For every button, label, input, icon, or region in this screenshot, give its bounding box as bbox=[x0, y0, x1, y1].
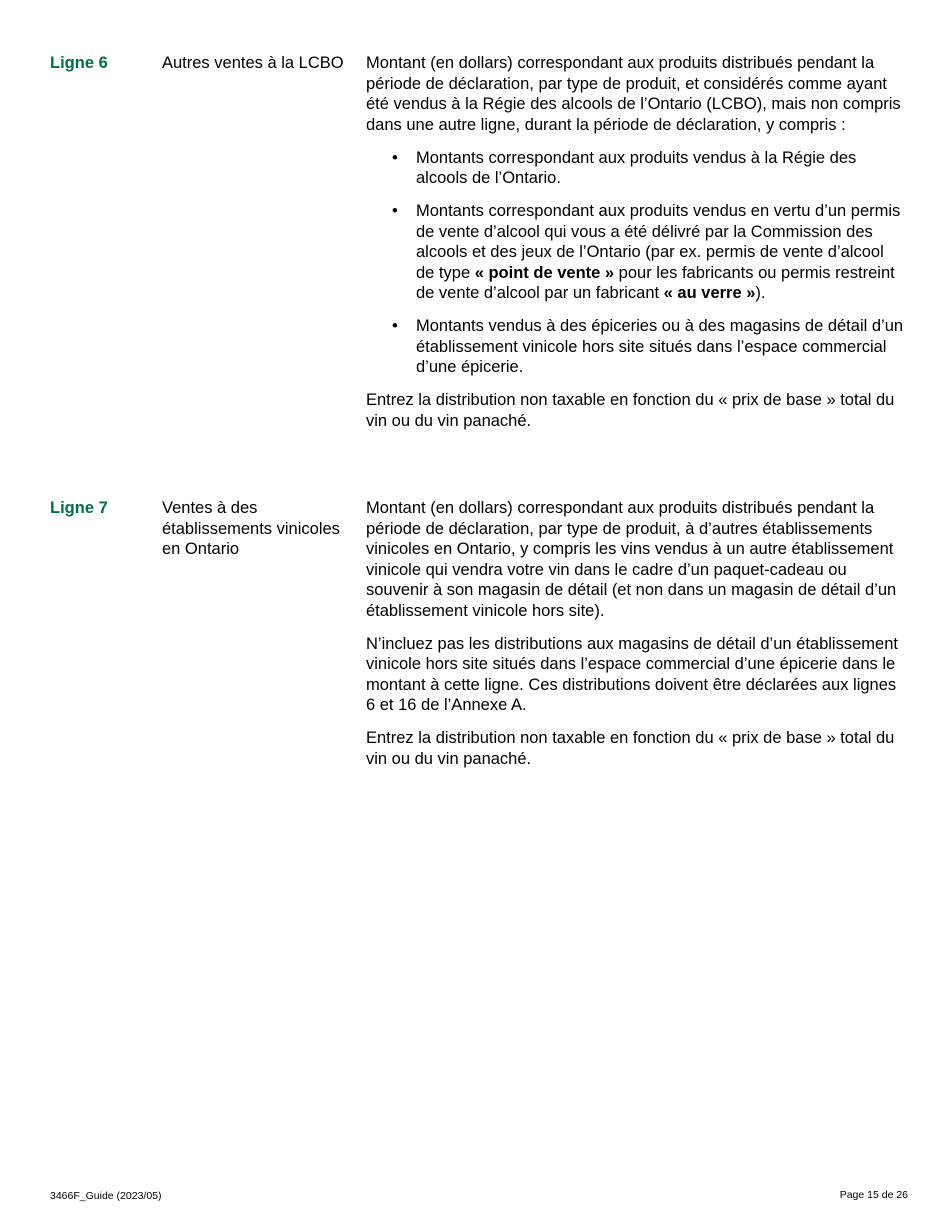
list-item bbox=[366, 316, 906, 378]
bullet-icon: • bbox=[392, 317, 398, 335]
line-7-label: Ligne 7 bbox=[50, 499, 108, 517]
bullet-text-segment: Montants correspondant aux produits vendus en vertu d’un permis de vente d’alcool qui vous a été délivré par la Commission des alcools et des jeux de l’Ontario (par ex. permis de vente d’alcool de type bbox=[416, 202, 901, 282]
line-7-paragraph-1: Montant (en dollars) correspondant aux produits distribués pendant la période de déclaration, par type de produit, à d’autres établissements vinicoles en Ontario, y compris les vins vendus à un autre établissement vinicole qui vendra votre vin dans le cadre d’un paquet-cadeau ou souvenir à son magasin de détail (et non dans un magasin de détail d’un établissement vinicole hors site). bbox=[366, 499, 897, 620]
line-6-title: Autres ventes à la LCBO bbox=[162, 54, 344, 72]
list-item bbox=[366, 148, 906, 189]
bullet-icon: • bbox=[392, 148, 398, 167]
line-6-closing: Entrez la distribution non taxable en fonction du « prix de base » total du vin ou du vin panaché. bbox=[366, 391, 895, 430]
bold-term-point-de-vente: « point de vente » bbox=[474, 263, 615, 282]
line-7-paragraph-3: Entrez la distribution non taxable en fonction du « prix de base » total du vin ou du vin panaché. bbox=[366, 729, 895, 768]
line-6-intro: Montant (en dollars) correspondant aux produits distribués pendant la période de déclaration, par type de produit, et considérés comme ayant été vendus à la Régie des alcools de l’Ontario (LCBO), mais non compris dans une autre ligne, durant la période de déclaration, y compris : bbox=[366, 54, 901, 134]
footer-form-id: 3466F_Guide (2023/05) bbox=[50, 1190, 162, 1202]
bullet-text-segment: ). bbox=[755, 284, 766, 302]
bullet-text: Montants vendus à des épiceries ou à des magasins de détail d’un établissement vinicole hors site situés dans l’espace commercial d’une épicerie. bbox=[416, 317, 904, 376]
bold-term-au-verre: « au verre » bbox=[663, 284, 756, 302]
line-6-description bbox=[366, 53, 906, 431]
line-6-bullet-list bbox=[366, 148, 906, 378]
list-item bbox=[366, 201, 906, 304]
bullet-text bbox=[416, 202, 900, 302]
bullet-text: Montants correspondant aux produits vendus à la Régie des alcools de l’Ontario. bbox=[416, 148, 857, 187]
line-7-title: Ventes à des établissements vinicoles en Ontario bbox=[162, 499, 340, 558]
line-7-description bbox=[366, 498, 906, 769]
bullet-icon: • bbox=[392, 202, 398, 220]
bullet-text-segment: pour les fabricants ou permis restreint de vente d’alcool par un fabricant bbox=[416, 263, 895, 302]
footer-page-number: Page 15 de 26 bbox=[839, 1189, 908, 1201]
line-6-label: Ligne 6 bbox=[50, 54, 108, 72]
line-7-paragraph-2: N’incluez pas les distributions aux magasins de détail d’un établissement vinicole hors site situés dans l’espace commercial d’une épicerie dans le montant à cette ligne. Ces distributions doivent être déclarées aux lignes 6 et 16 de l’Annexe A. bbox=[366, 634, 898, 714]
